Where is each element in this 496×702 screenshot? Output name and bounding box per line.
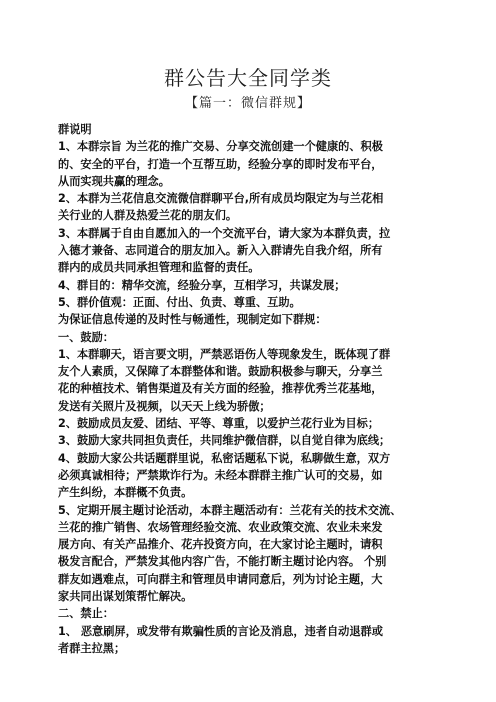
paragraph-line: 5、定期开展主题讨论活动，本群主题活动有：兰花有关的技术交流、 bbox=[58, 503, 402, 517]
paragraph-line: 1、本群聊天，语言要文明，严禁恶语伤人等现象发生，既体现了群 bbox=[58, 347, 391, 361]
paragraph-line: 一、鼓励： bbox=[58, 330, 114, 344]
paragraph-line: 二、禁止： bbox=[58, 607, 114, 621]
paragraph-line: 为保证信息传递的及时性与畅通性，现制定如下群规： bbox=[58, 313, 327, 327]
paragraph-line: 友个人素质，又保障了本群整体和谐。鼓励积极参与聊天，分享兰 bbox=[58, 365, 383, 379]
paragraph-line: 必须真诚相待；严禁欺诈行为。未经本群群主推广认可的交易，如 bbox=[58, 468, 383, 482]
paragraph-line: 关行业的人群及热爱兰花的朋友们。 bbox=[58, 209, 238, 223]
paragraph-line: 2、鼓励成员友爱、团结、平等、尊重，以爱护兰花行业为目标； bbox=[58, 417, 380, 431]
paragraph-line: 家共同出谋划策帮忙解决。 bbox=[58, 590, 193, 604]
paragraph-line: 3、鼓励大家共同担负责任，共同维护微信群，以自觉自律为底线； bbox=[58, 434, 391, 448]
paragraph-line: 从而实现共赢的理念。 bbox=[58, 174, 170, 188]
paragraph-line: 发送有关照片及视频，以天天上线为骄傲； bbox=[58, 399, 271, 413]
paragraph-line: 极发言配合，严禁发其他内容广告，不能打断主题讨论内容。 个别 bbox=[58, 555, 387, 569]
paragraph-line: 产生纠纷，本群概不负责。 bbox=[58, 486, 193, 500]
paragraph-line: 4、群目的：精华交流，经验分享，互相学习，共谋发展； bbox=[58, 278, 346, 292]
paragraph-line: 群说明 bbox=[58, 123, 92, 136]
paragraph-line: 1、本群宗旨 为兰花的推广交易、分享交流创建一个健康的、积极 bbox=[58, 140, 383, 154]
paragraph-line: 的、安全的平台，打造一个互帮互助，经验分享的即时发布平台， bbox=[58, 157, 383, 171]
document-title: 群公告大全同学类 bbox=[164, 66, 332, 90]
paragraph-line: 4、鼓励大家公共话题群里说，私密话题私下说，私聊做生意，双方 bbox=[58, 451, 391, 465]
paragraph-line: 1、 恶意刷屏，或发带有欺骗性质的言论及消息，违者自动退群或 bbox=[58, 624, 383, 638]
paragraph-line: 花的种植技术、销售渠道及有关方面的经验，推荐优秀兰花基地， bbox=[58, 382, 383, 396]
paragraph-line: 3、本群属于自由自愿加入的一个交流平台，请大家为本群负责，拉 bbox=[58, 226, 391, 240]
paragraph-line: 群友如遇难点，可向群主和管理员申请同意后，列为讨论主题，大 bbox=[58, 572, 383, 586]
paragraph-line: 入德才兼备、志同道合的朋友加入。新入入群请先自我介绍，所有 bbox=[58, 244, 383, 258]
document-subtitle: 【篇一：微信群规】 bbox=[184, 96, 311, 111]
paragraph-line: 者群主拉黑； bbox=[58, 641, 126, 655]
paragraph-line: 兰花的推广销售、农场管理经验交流、农业政策交流、农业未来发 bbox=[58, 520, 383, 534]
paragraph-line: 5、群价值观：正面、付出、负责、尊重、互助。 bbox=[58, 295, 301, 309]
paragraph-line: 群内的成员共同承担管理和监督的责任。 bbox=[58, 261, 260, 275]
paragraph-line: 展方向、有关产品推介、花卉投资方向，在大家讨论主题时，请积 bbox=[58, 538, 383, 552]
document-body bbox=[58, 121, 468, 657]
paragraph-line: 2、本群为兰花信息交流微信群聊平台,所有成员均限定为与兰花相 bbox=[58, 192, 384, 206]
